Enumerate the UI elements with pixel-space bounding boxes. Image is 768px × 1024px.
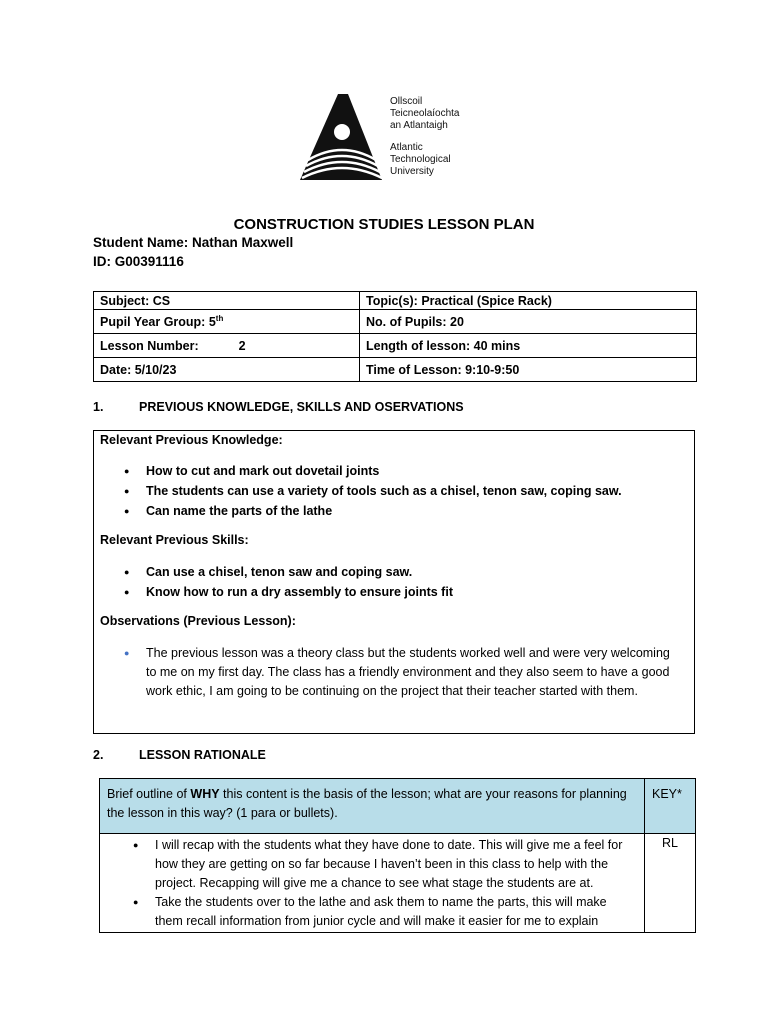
logo-text-line: University [390, 166, 434, 177]
section-1-heading [93, 400, 464, 414]
knowledge-heading: Relevant Previous Knowledge: [100, 433, 283, 447]
logo-text-line: Technological [390, 154, 451, 165]
time-cell: Time of Lesson: 9:10-9:50 [360, 358, 697, 382]
rationale-list [101, 836, 643, 931]
list-item: ● Know how to run a dry assembly to ensure joints fit [124, 583, 453, 603]
observations-text: ● The previous lesson was a theory class but the students worked well and were very welcoming to me on my first day. The class has a friendly environment and they also seem to have a good work ethic, I am going to be continuing on the project that their teacher started with them. [124, 644, 670, 701]
table-row [94, 358, 697, 382]
list-item: ● Take the students over to the lathe and ask them to name the parts, this will make them recall information from junior cycle and will make it easier for me to explain [133, 893, 637, 931]
section-title: LESSON RATIONALE [139, 748, 266, 762]
outline-header-cell [100, 779, 645, 834]
section-title: PREVIOUS KNOWLEDGE, SKILLS AND OSERVATIONS [139, 400, 464, 414]
previous-knowledge-box [93, 430, 695, 734]
table-header-row [100, 779, 696, 834]
skills-list [124, 563, 453, 603]
table-row [94, 310, 697, 334]
section-2-heading [93, 748, 266, 762]
length-cell: Length of lesson: 40 mins [360, 334, 697, 358]
year-group-text: Pupil Year Group: 5 [100, 315, 216, 330]
table-row [94, 292, 697, 310]
list-item: ● I will recap with the students what they have done to date. This will give me a feel for how they are getting on so far because I haven’t been in this class to help with the project. Recapping will give me a chance to see what stage the students are at. [133, 836, 637, 893]
list-item: ● Can name the parts of the lathe [124, 502, 622, 522]
lesson-number-cell [94, 334, 360, 358]
university-logo [298, 88, 470, 188]
logo-text-line: Atlantic [390, 142, 423, 153]
outline-emphasis: WHY [190, 787, 220, 801]
list-item: ● The students can use a variety of tools such as a chisel, tenon saw, coping saw. [124, 482, 622, 502]
rationale-cell [100, 834, 645, 933]
section-number: 2. [93, 748, 104, 762]
key-header-cell: KEY* [645, 779, 696, 834]
page-title: CONSTRUCTION STUDIES LESSON PLAN [233, 216, 535, 233]
date-cell: Date: 5/10/23 [94, 358, 360, 382]
list-item: ● Can use a chisel, tenon saw and coping saw. [124, 563, 453, 583]
list-item: ● How to cut and mark out dovetail joints [124, 462, 622, 482]
observations-heading: Observations (Previous Lesson): [100, 614, 296, 628]
lesson-info-table [93, 291, 697, 382]
topics-cell: Topic(s): Practical (Spice Rack) [360, 292, 697, 310]
year-group-superscript: th [215, 313, 224, 323]
knowledge-list [124, 462, 622, 522]
subject-cell: Subject: CS [94, 292, 360, 310]
logo-text-line: Ollscoil [390, 96, 423, 107]
key-value-cell: RL [645, 834, 696, 933]
lesson-number-value: 2 [238, 338, 246, 353]
logo-text-line: an Atlantaigh [390, 120, 448, 131]
pupils-cell: No. of Pupils: 20 [360, 310, 697, 334]
lesson-number-label: Lesson Number: [100, 338, 199, 353]
logo-text-line: Teicneolaíochta [390, 108, 460, 119]
table-row [94, 334, 697, 358]
student-id: ID: G00391116 [93, 254, 184, 269]
rationale-table [99, 778, 696, 933]
outline-text: Brief outline of [107, 787, 191, 801]
outline-text: this content is the basis of the lesson; what are your reasons for planning the lesson in this way? (1 para or bullets). [107, 787, 627, 820]
skills-heading: Relevant Previous Skills: [100, 533, 249, 547]
student-name: Student Name: Nathan Maxwell [93, 235, 294, 250]
section-number: 1. [93, 400, 104, 414]
logo-emblem-icon [298, 88, 384, 184]
year-group-cell [94, 310, 360, 334]
table-row [100, 834, 696, 933]
